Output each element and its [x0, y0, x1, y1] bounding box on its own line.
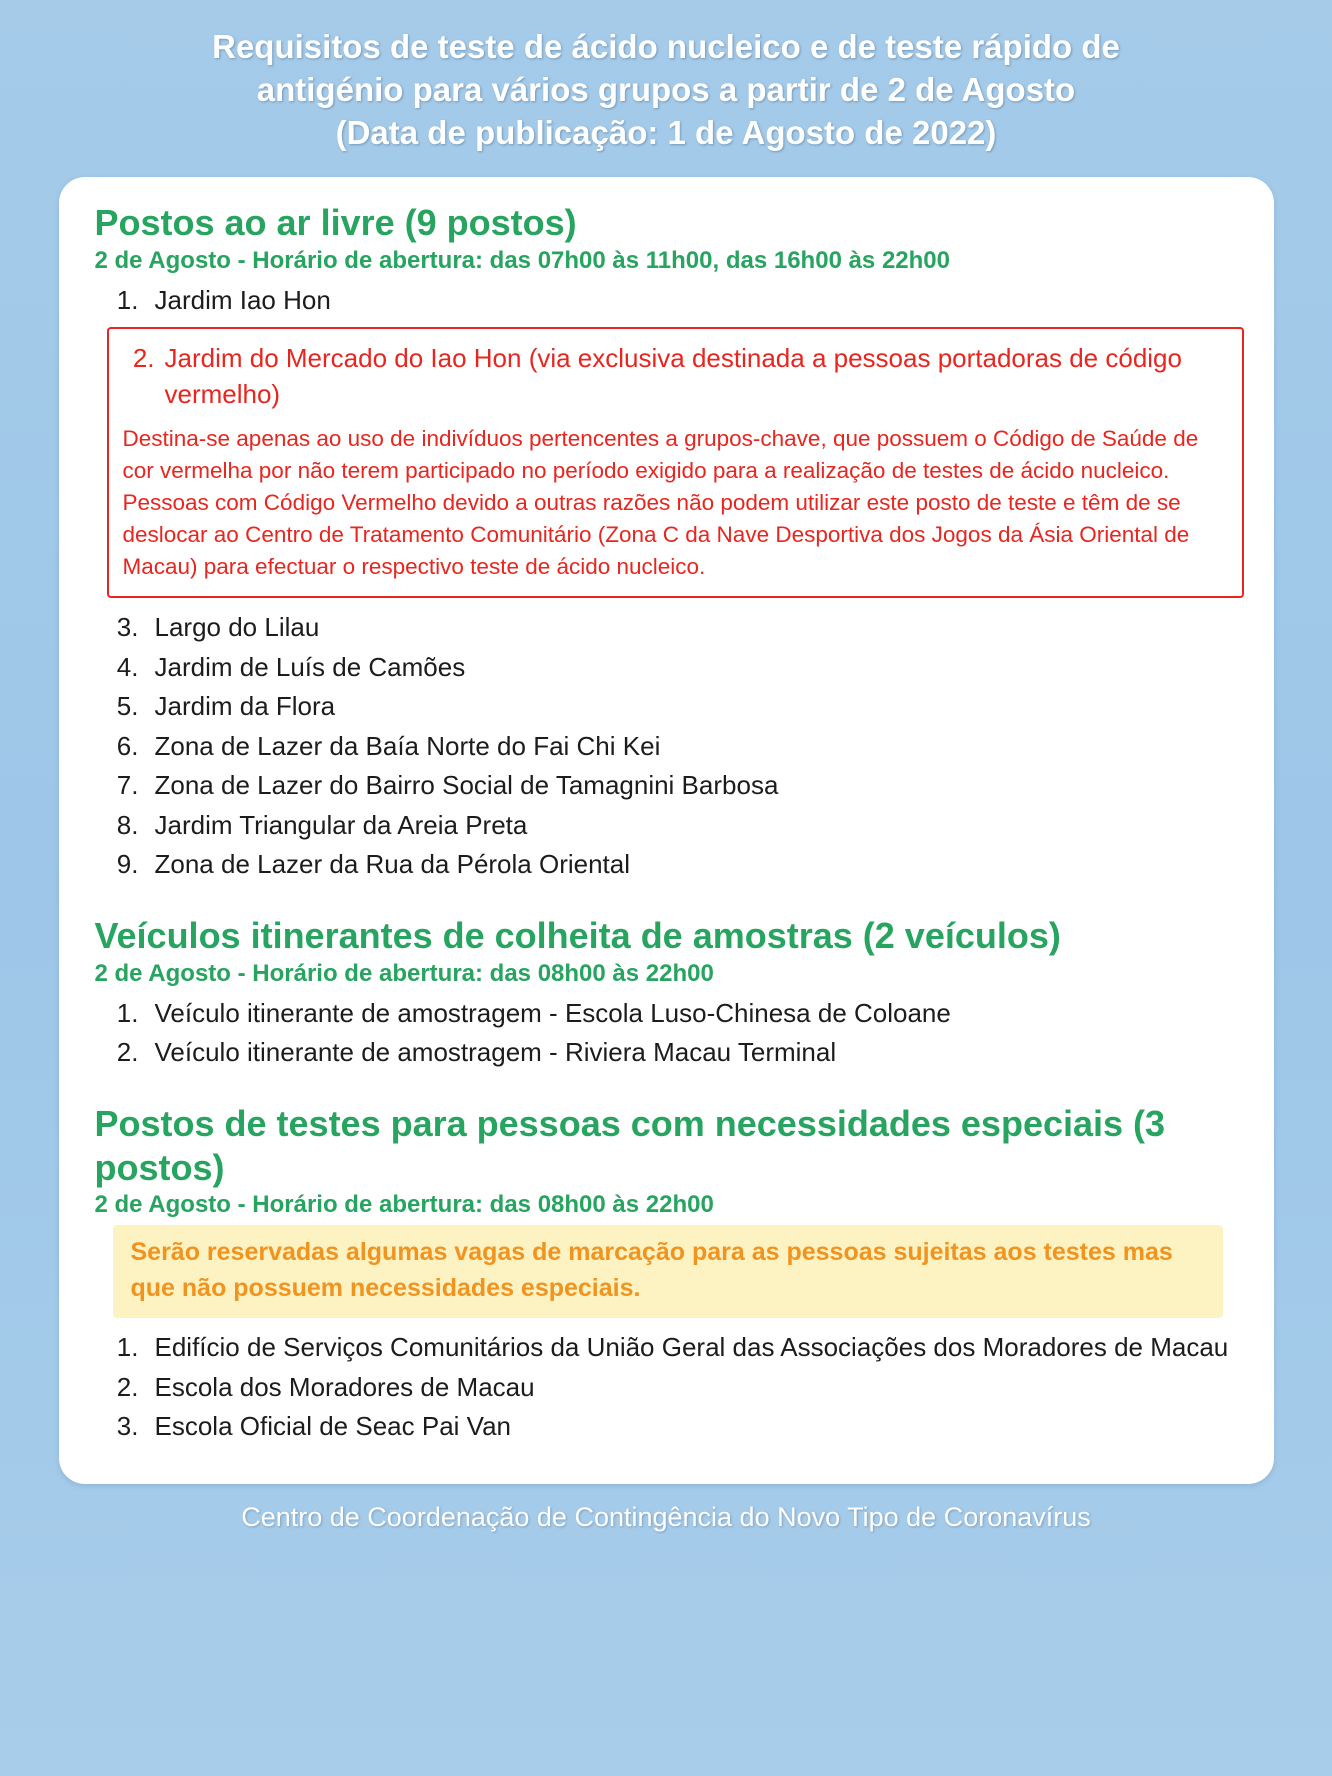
section-title: Postos ao ar livre (9 postos) [94, 201, 577, 243]
section-hours: 2 de Agosto - Horário de abertura: das 07h00 às 11h00, das 16h00 às 22h00 [94, 246, 950, 274]
section-mobile-vehicles [89, 914, 1244, 1072]
list-item: Jardim da Flora [154, 691, 336, 722]
red-notice-title: Jardim do Mercado do Iao Hon (via exclusiva destinada a pessoas portadoras de código vermelho) [164, 343, 1182, 409]
list-item: Escola dos Moradores de Macau [154, 1371, 535, 1402]
section-title: Veículos itinerantes de colheita de amostras (2 veículos) [94, 914, 1061, 956]
list-item: Edifício de Serviços Comunitários da União Geral das Associações dos Moradores de Macau [154, 1332, 1229, 1363]
section-hours: 2 de Agosto - Horário de abertura: das 08h00 às 22h00 [94, 959, 714, 987]
footer-issuer: Centro de Coordenação de Contingência do Novo Tipo de Coronavírus [241, 1501, 1091, 1532]
section-title: Postos de testes para pessoas com necessidades especiais (3 postos) [94, 1102, 1166, 1188]
list-item: Escola Oficial de Seac Pai Van [154, 1411, 511, 1442]
red-notice-text: Destina-se apenas ao uso de indivíduos pertencentes a grupos-chave, que possuem o Código de Saúde de cor vermelha por não terem participado no período exigido para a realização de testes de ácido nucleico. Pessoas com Código Vermelho devido a outras razões não podem utilizar este posto de teste e têm de se deslocar ao Centro de Tratamento Comunitário (Zona C da Nave Desportiva dos Jogos da Ásia Oriental de Macau) para efectuar o respectivo teste de ácido nucleico. [122, 425, 1199, 579]
title-publication-date: (Data de publicação: 1 de Agosto de 2022) [335, 113, 997, 151]
title-line-2: antigénio para vários grupos a partir de 2 de Agosto [256, 70, 1076, 108]
section-special-needs [89, 1102, 1244, 1446]
page-title [56, 26, 1276, 155]
section-outdoor-stations [89, 201, 1244, 884]
list-item: Jardim de Luís de Camões [154, 651, 466, 682]
list-item: Jardim Triangular da Areia Preta [154, 809, 528, 840]
list-item: Zona de Lazer da Baía Norte do Fai Chi Kei [154, 730, 661, 761]
highlight-text: Serão reservadas algumas vagas de marcação para as pessoas sujeitas aos testes mas que não possuem necessidades especiais. [130, 1238, 1173, 1302]
list-item: Largo do Lilau [154, 612, 320, 643]
section-hours: 2 de Agosto - Horário de abertura: das 08h00 às 22h00 [94, 1191, 714, 1219]
spacer [89, 1076, 1244, 1102]
title-line-1: Requisitos de teste de ácido nucleico e de teste rápido de [212, 28, 1120, 65]
station-list-part2 [89, 608, 1244, 883]
list-item: Zona de Lazer do Bairro Social de Tamagnini Barbosa [154, 770, 779, 801]
list-item: Veículo itinerante de amostragem - Escola Luso-Chinesa de Coloane [154, 997, 951, 1028]
red-notice-title-row [119, 341, 1226, 413]
booking-highlight-note [113, 1225, 1223, 1318]
list-item: Jardim Iao Hon [154, 284, 331, 315]
spacer [89, 888, 1244, 914]
red-notice-number: 2. [132, 343, 155, 374]
content-card [59, 177, 1274, 1484]
special-needs-list [89, 1328, 1244, 1445]
list-item: Veículo itinerante de amostragem - Riviera Macau Terminal [154, 1037, 837, 1068]
list-item: Zona de Lazer da Rua da Pérola Oriental [154, 849, 631, 880]
station-list-part1 [89, 281, 1244, 319]
vehicle-list [89, 994, 1244, 1072]
red-code-notice [107, 327, 1244, 598]
